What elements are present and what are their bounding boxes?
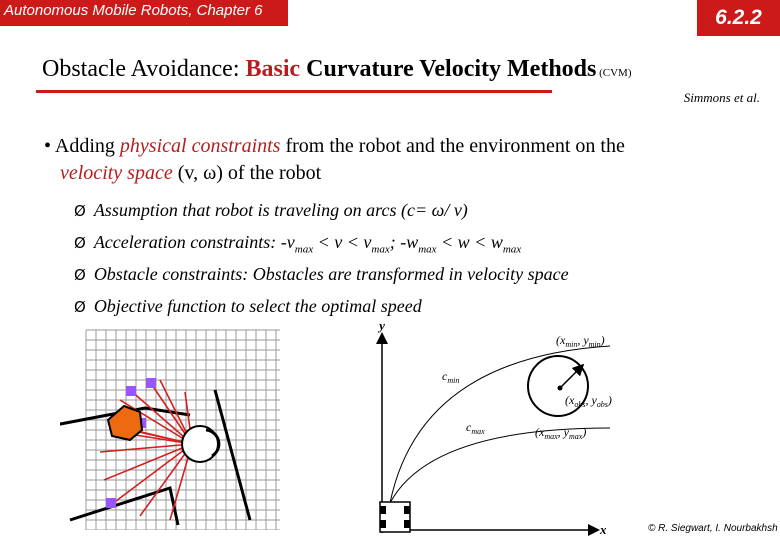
bullet-marker: • — [44, 135, 52, 157]
course-header — [0, 0, 288, 26]
obstacle-cell — [146, 378, 156, 388]
arrow-bullet-icon: Ø — [74, 298, 86, 316]
title-method: Curvature Velocity Methods — [300, 56, 597, 82]
title-abbreviation: (CVM) — [596, 67, 632, 79]
sub-bullet-list — [74, 194, 569, 322]
obstacle-cell — [106, 498, 116, 508]
label-p-min: ($x_{min}$, $y_{min}$) — [556, 333, 605, 349]
label-p-max: ($x_{max}$, $y_{max}$) — [535, 425, 587, 441]
axis-label-y: y — [379, 318, 385, 333]
occupancy-grid-figure — [60, 320, 280, 530]
robot-footprint — [108, 406, 142, 440]
sub-bullet-assumption: Ø Assumption that robot is traveling on arcs (c= ω/ v) — [74, 200, 468, 220]
obstacle-cells — [106, 378, 156, 508]
obstacle-center — [558, 386, 563, 391]
label-c-max: $c_{max}$ — [466, 420, 485, 436]
curvature-arcs-figure — [360, 318, 660, 540]
axis-label-x: x — [600, 522, 607, 537]
sub-bullet-objective: Ø Objective function to select the optimal speed — [74, 296, 422, 316]
sub-bullet-acceleration: Ø Acceleration constraints: $-v_{max} < v < v_{max}$; $-w_{max} < w < w_{max}$ — [74, 232, 522, 256]
course-title: Autonomous Mobile Robots, Chapter 6 — [4, 2, 263, 19]
copyright-credit: © R. Siegwart, I. Nourbakhsh — [648, 523, 778, 534]
obstacle-cell — [126, 386, 136, 396]
arrow-bullet-icon: Ø — [74, 234, 86, 252]
label-c-min: $c_{min}$ — [442, 369, 460, 385]
main-bullet: • Adding physical constraints from the robot and the environment on the velocity space (v, ω) of the robot — [44, 135, 625, 184]
citation: Simmons et al. — [683, 90, 760, 105]
section-number: 6.2.2 — [697, 0, 780, 36]
arc-c-min — [390, 346, 610, 503]
sub-bullet-obstacles: Ø Obstacle constraints: Obstacles are transformed in velocity space — [74, 264, 569, 284]
arrow-bullet-icon: Ø — [74, 202, 86, 220]
emphasis-velocity-space: velocity space — [60, 162, 173, 184]
obstacle-radius-arrow — [560, 368, 580, 388]
title-basic: Basic — [245, 56, 301, 82]
label-p-obs: ($x_{obs}$, $y_{obs}$) — [565, 393, 612, 409]
robot-top-view — [380, 502, 410, 532]
emphasis-physical-constraints: physical constraints — [119, 135, 281, 157]
arrow-bullet-icon: Ø — [74, 266, 86, 284]
title-underline — [36, 90, 552, 93]
slide-title: Obstacle Avoidance: Basic Curvature Velocity Methods (CVM) — [42, 56, 632, 82]
